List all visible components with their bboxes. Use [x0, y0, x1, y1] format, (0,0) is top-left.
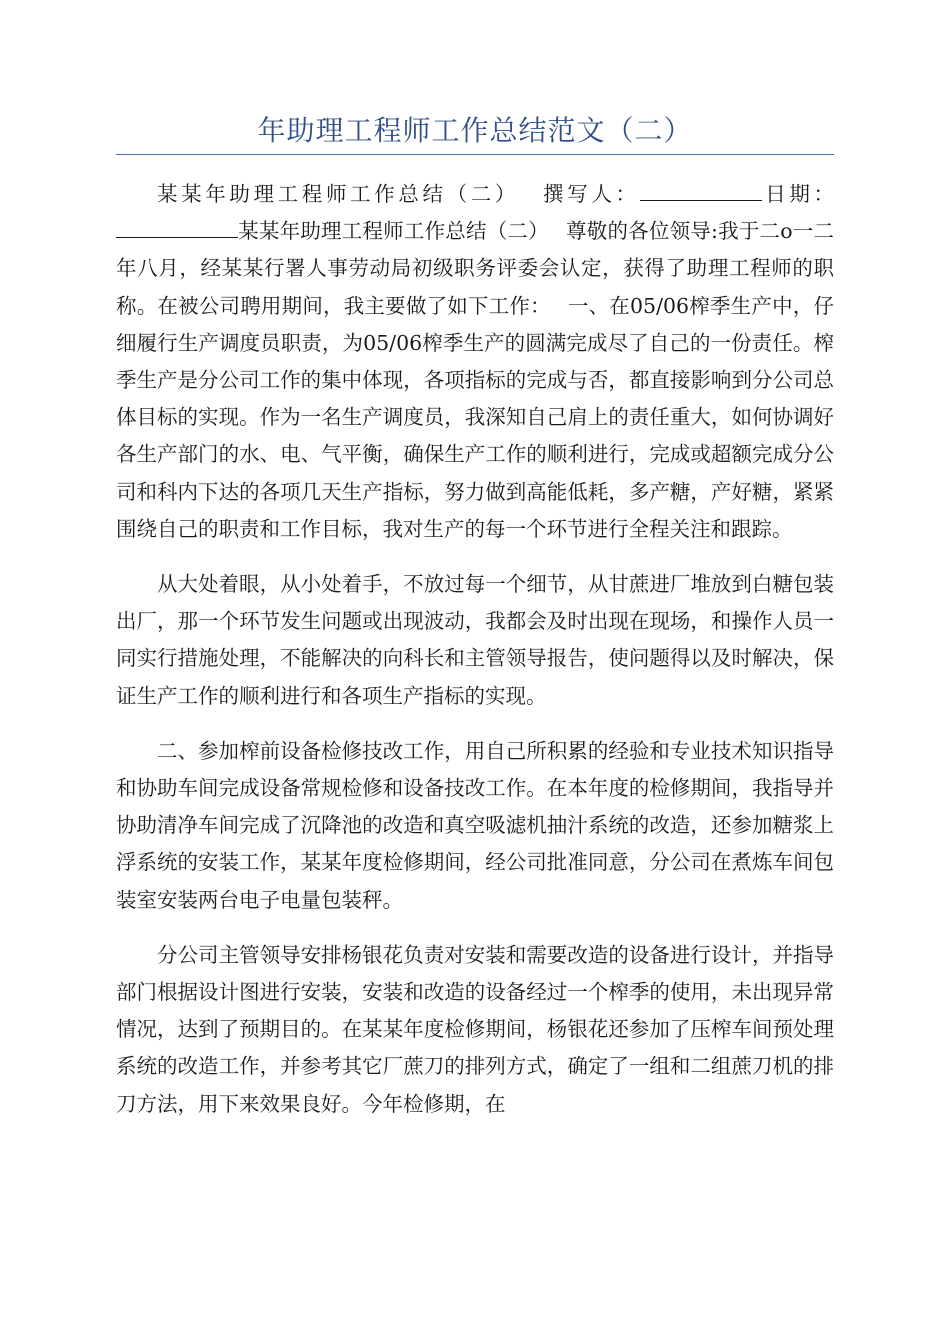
- body-paragraph: 从大处着眼，从小处着手，不放过每一个细节，从甘蔗进厂堆放到白糖包装出厂，那一个环节发生问题或出现波动，我都会及时出现在现场，和操作人员一同实行措施处理，不能解决的向科长和主管领导报告，使问题得以及时解决，保证生产工作的顺利进行和各项生产指标的实现。: [116, 572, 834, 708]
- author-blank: [640, 178, 762, 201]
- intro-paragraph: [116, 176, 834, 548]
- title-underline-divider: [116, 154, 834, 155]
- intro-body-text: 某某年助理工程师工作总结（二） 尊敬的各位领导:我于二o一二年八月，经某某行署人事劳动局初级职务评委会认定，获得了助理工程师的职称。在被公司聘用期间，我主要做了如下工作： 一、在05/06榨季生产中，仔细履行生产调度员职责，为05/06榨季生产的圆满完成尽了自己的一份责任。榨季生产是分公司工作的集中体现，各项指标的完成与否，都直接影响到分公司总体目标的实现。作为一名生产调度员，我深知自己肩上的责任重大，如何协调好各生产部门的水、电、气平衡，确保生产工作的顺利进行，完成或超额完成分公司和科内下达的各项几天生产指标，努力做到高能低耗，多产糖，产好糖，紧紧围绕自己的职责和工作目标，我对生产的每一个环节进行全程关注和跟踪。: [116, 219, 834, 541]
- document-title: 年助理工程师工作总结范文（二）: [257, 114, 693, 147]
- body-paragraph: 分公司主管领导安排杨银花负责对安装和需要改造的设备进行设计，并指导部门根据设计图进行安装，安装和改造的设备经过一个榨季的使用，未出现异常情况，达到了预期目的。在某某年度检修期间，杨银花还参加了压榨车间预处理系统的改造工作，并参考其它厂蔗刀的排列方式，确定了一组和二组蔗刀机的排刀方法，用下来效果良好。今年检修期，在: [116, 942, 834, 1116]
- body-paragraph: 二、参加榨前设备检修技改工作，用自己所积累的经验和专业技术知识指导和协助车间完成设备常规检修和设备技改工作。在本年度的检修期间，我指导并协助清净车间完成了沉降池的改造和真空吸滤机抽汁系统的改造，还参加糖浆上浮系统的安装工作，某某年度检修期间，经公司批准同意，分公司在煮炼车间包装室安装两台电子电量包装秤。: [116, 738, 834, 912]
- document-body: [116, 176, 834, 1141]
- date-blank: [116, 215, 238, 238]
- date-label: 日期：: [761, 182, 835, 206]
- header-lead-text: 某某年助理工程师工作总结（二） 撰写人：: [157, 182, 640, 206]
